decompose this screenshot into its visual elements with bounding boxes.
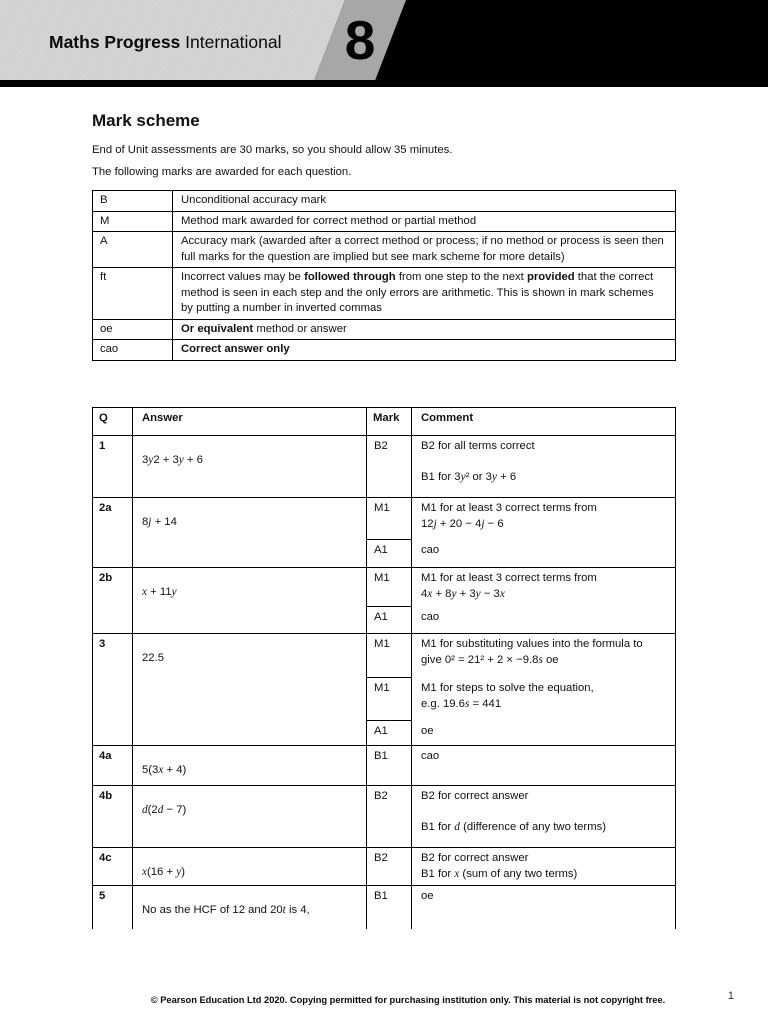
mark-code-cell: oe — [93, 320, 173, 340]
question-number-cell: 4b — [93, 786, 133, 847]
mark-scheme-table — [92, 407, 676, 929]
series-title-bold: Maths Progress — [49, 32, 181, 52]
comment-cell: B2 for correct answer B1 for x (sum of any two terms) — [421, 852, 578, 880]
question-number-cell: 3 — [93, 634, 133, 745]
question-row — [93, 885, 675, 929]
answer-cell: 22.5 — [133, 634, 367, 745]
mark-cell: M1 — [367, 634, 412, 678]
mark-comment-group — [367, 634, 675, 745]
mark-comment-group — [367, 886, 675, 929]
answer-cell: 3y2 + 3y + 6 — [133, 436, 367, 497]
mark-comment-subrow — [367, 568, 675, 607]
header-answer: Answer — [133, 408, 367, 435]
mark-comment-group — [367, 848, 675, 885]
mark-comment-subrow — [367, 848, 675, 885]
comment-cell: cao — [421, 611, 440, 623]
comment-cell: M1 for at least 3 correct terms from 4x + 8y + 3y − 3x — [421, 572, 597, 600]
answer-cell: 5(3x + 4) — [133, 746, 367, 785]
mark-comment-group — [367, 498, 675, 567]
mark-description-cell: Incorrect values may be followed through from one step to the next provided that the correct method is seen in each step and the only errors are arithmetic. This is shown in mark schemes by putting a number in inverted commas — [181, 271, 654, 314]
mark-comment-subrow — [367, 786, 675, 847]
key-table-row — [93, 267, 675, 319]
mark-cell: M1 — [367, 568, 412, 607]
mark-description-cell: Or equivalent method or answer — [181, 322, 347, 335]
answer-cell: d(2d − 7) — [133, 786, 367, 847]
scheme-table-header — [93, 408, 675, 435]
mark-cell: A1 — [367, 721, 412, 745]
mark-code-cell: A — [93, 232, 173, 267]
mark-comment-group — [367, 786, 675, 847]
footer-copyright: © Pearson Education Ltd 2020. Copying permitted for purchasing institution only. This material is not copyright free. — [150, 995, 666, 1005]
question-number-cell: 2b — [93, 568, 133, 633]
mark-cell: M1 — [367, 678, 412, 721]
mark-cell: M1 — [367, 498, 412, 540]
key-table-row — [93, 319, 675, 340]
page-number: 1 — [727, 990, 734, 1002]
answer-cell: No as the HCF of 12 and 20t is 4, — [133, 886, 367, 929]
mark-comment-group — [367, 436, 675, 497]
mark-comment-subrow — [367, 721, 675, 745]
comment-cell: cao — [421, 750, 440, 762]
mark-comment-subrow — [367, 886, 675, 929]
comment-cell: oe — [421, 725, 434, 737]
mark-cell: B2 — [367, 436, 412, 497]
mark-cell: A1 — [367, 540, 412, 567]
comment-cell: M1 for steps to solve the equation, e.g. 19.6s = 441 — [421, 682, 594, 710]
comment-cell: cao — [421, 544, 440, 556]
mark-comment-subrow — [367, 436, 675, 497]
intro-paragraph: End of Unit assessments are 30 marks, so you should allow 35 minutes. — [92, 144, 453, 156]
mark-code-cell: ft — [93, 268, 173, 319]
mark-comment-subrow — [367, 746, 675, 785]
mark-key-table — [92, 190, 676, 361]
mark-description-cell: Method mark awarded for correct method or partial method — [181, 214, 477, 227]
question-row — [93, 497, 675, 567]
question-number-cell: 5 — [93, 886, 133, 929]
key-table-row — [93, 191, 675, 211]
question-number-cell: 2a — [93, 498, 133, 567]
key-table-row — [93, 339, 675, 360]
mark-code-cell: B — [93, 191, 173, 211]
header-banner — [0, 0, 768, 87]
question-row — [93, 567, 675, 633]
mark-cell: B2 — [367, 786, 412, 847]
series-title — [49, 32, 281, 53]
mark-code-cell: M — [93, 212, 173, 232]
question-row — [93, 847, 675, 885]
page-title: Mark scheme — [92, 111, 200, 130]
mark-code-cell: cao — [93, 340, 173, 360]
mark-description-cell: Accuracy mark (awarded after a correct method or process; if no method or process is seen then full marks for the question are implied but see mark scheme for more details) — [181, 235, 664, 263]
intro-paragraph: The following marks are awarded for each question. — [92, 166, 352, 178]
question-number-cell: 1 — [93, 436, 133, 497]
level-number: 8 — [344, 9, 376, 71]
comment-cell: B2 for all terms correct B1 for 3y² or 3y + 6 — [421, 440, 535, 483]
answer-cell: x + 11y — [133, 568, 367, 633]
mark-cell: B1 — [367, 746, 412, 785]
mark-comment-subrow — [367, 540, 675, 567]
comment-cell: B2 for correct answer B1 for d (difference of any two terms) — [421, 790, 607, 833]
question-row — [93, 435, 675, 497]
mark-comment-subrow — [367, 498, 675, 540]
comment-cell: oe — [421, 890, 434, 902]
series-title-regular: International — [180, 32, 282, 52]
answer-cell: x(16 + y) — [133, 848, 367, 885]
header-q: Q — [93, 408, 133, 435]
mark-comment-subrow — [367, 634, 675, 678]
mark-comment-group — [367, 746, 675, 785]
mark-comment-group — [367, 568, 675, 633]
mark-description-cell: Correct answer only — [181, 343, 290, 355]
comment-cell: M1 for at least 3 correct terms from 12j + 20 − 4j − 6 — [421, 502, 597, 530]
header-comment: Comment — [421, 412, 474, 424]
mark-cell: B2 — [367, 848, 412, 885]
question-row — [93, 745, 675, 785]
answer-cell: 8j + 14 — [133, 498, 367, 567]
mark-description-cell: Unconditional accuracy mark — [181, 194, 327, 206]
question-number-cell: 4a — [93, 746, 133, 785]
question-number-cell: 4c — [93, 848, 133, 885]
comment-cell: M1 for substituting values into the formula to give 0² = 21² + 2 × −9.8s oe — [421, 638, 643, 666]
key-table-row — [93, 231, 675, 267]
question-row — [93, 633, 675, 745]
mark-cell: A1 — [367, 607, 412, 633]
question-row — [93, 785, 675, 847]
mark-comment-subrow — [367, 607, 675, 633]
header-mark: Mark — [367, 408, 412, 435]
mark-cell: B1 — [367, 886, 412, 929]
mark-comment-subrow — [367, 678, 675, 721]
key-table-row — [93, 211, 675, 232]
